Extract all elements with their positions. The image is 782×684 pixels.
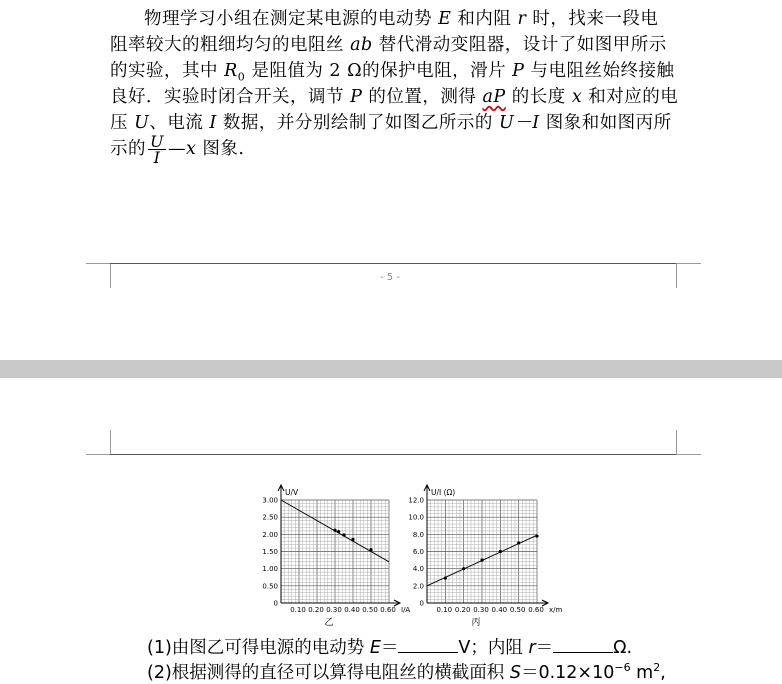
y-tick-label: 12.0: [408, 496, 424, 505]
x-tick-label: 0.40: [491, 606, 508, 614]
para-line-1: [144, 6, 658, 32]
var-R: R: [224, 61, 238, 81]
text: 压: [110, 113, 135, 133]
var-aP: aP: [482, 87, 506, 107]
text: ＝0.12×10: [520, 663, 615, 683]
text: 物理学习小组在测定某电源的电动势: [144, 9, 439, 29]
text: 图象.: [196, 139, 245, 159]
answer-blank-E[interactable]: [398, 636, 458, 653]
x-axis-label: I/A: [401, 606, 411, 614]
page-gap: [0, 360, 782, 378]
text: 替代滑动变阻器，设计了如图甲所示: [372, 35, 667, 55]
var-ab: ab: [350, 35, 373, 55]
text: ＝: [380, 638, 399, 658]
y-tick-label: 6.0: [412, 548, 424, 556]
var-E: E: [438, 9, 452, 29]
text: ＝: [535, 638, 554, 658]
header-corner-left: [86, 430, 111, 455]
var-x: x: [185, 139, 197, 159]
var-r: r: [517, 9, 527, 29]
text: 、电流: [149, 113, 210, 133]
text: 阻率较大的粗细均匀的电阻丝: [110, 35, 351, 55]
text: (1)由图乙可得电源的电动势: [147, 638, 370, 658]
text: 的实验，其中: [110, 61, 225, 81]
answer-blank-r[interactable]: [553, 636, 613, 653]
para-line-5: [110, 110, 672, 136]
y-tick-label: 2.00: [262, 530, 278, 539]
figure-caption: 乙: [324, 618, 334, 628]
page-number: - 5 -: [380, 272, 400, 283]
y-axis-label: U/I (Ω): [431, 488, 456, 497]
question-2: [147, 659, 666, 684]
denominator: I: [153, 148, 161, 167]
exponent: 2: [653, 661, 661, 675]
y-tick-label: 1.50: [262, 548, 278, 556]
footer-corner-left: [86, 263, 111, 288]
subscript: 0: [237, 70, 246, 84]
para-line-2: [110, 32, 667, 58]
text: 数据，并分别绘制了如图乙所示的: [216, 113, 499, 133]
y-tick-label: 10.0: [408, 513, 424, 522]
x-tick-label: 0.10: [436, 606, 453, 614]
x-tick-label: 0.30: [326, 606, 342, 614]
x-tick-label: 0.40: [344, 606, 360, 614]
para-line-6: [110, 134, 245, 165]
y-tick-label: 2.0: [412, 582, 424, 591]
text: 的长度: [505, 87, 572, 107]
x-tick-label: 0.10: [290, 606, 306, 614]
text: 是阻值为 2 Ω的保护电阻，滑片: [245, 61, 513, 81]
var-x: x: [571, 87, 583, 107]
y-tick-label: 1.00: [262, 565, 278, 574]
fraction-U-over-I: [148, 134, 166, 165]
text: 的位置，测得: [362, 87, 483, 107]
x-axis-label: x/m: [549, 606, 563, 614]
y-tick-label: 0: [273, 599, 278, 608]
var-P: P: [512, 61, 525, 81]
text: m: [630, 663, 654, 683]
text: Ω.: [613, 638, 633, 658]
y-tick-label: 2.50: [262, 513, 278, 522]
text: V；内阻: [458, 638, 529, 658]
var-E: E: [369, 638, 381, 658]
var-S: S: [509, 663, 521, 683]
var-r: r: [528, 638, 536, 658]
text: 和对应的电: [582, 87, 679, 107]
exponent: −6: [614, 661, 631, 675]
numerator: U: [150, 132, 164, 151]
y-tick-label: 8.0: [412, 530, 424, 539]
x-tick-label: 0.60: [528, 606, 544, 614]
x-tick-label: 0.60: [380, 606, 396, 614]
x-tick-label: 0.50: [362, 606, 378, 614]
y-tick-label: 3.00: [262, 496, 278, 505]
para-line-4: [110, 84, 678, 110]
question-1: [147, 634, 632, 659]
x-tick-label: 0.20: [454, 606, 471, 614]
x-tick-label: 0.50: [509, 606, 526, 614]
y-tick-label: 0.50: [262, 582, 278, 591]
figure-caption: 丙: [471, 618, 481, 628]
footer-corner-right: [676, 263, 701, 288]
var-I: I: [209, 113, 217, 133]
x-tick-label: 0.30: [473, 606, 489, 614]
text: 时，找来一段电: [526, 9, 659, 29]
x-tick-label: 0.20: [308, 606, 324, 614]
var-P: P: [350, 87, 363, 107]
text: 与电阻丝始终接触: [524, 61, 675, 81]
text: 良好．实验时闭合开关，调节: [110, 87, 351, 107]
text: 示的: [110, 139, 146, 159]
var-U: U: [134, 113, 150, 133]
y-tick-label: 4.0: [412, 565, 424, 574]
text: 和内阻: [451, 9, 518, 29]
var-UI: U－I: [498, 113, 540, 133]
text: 图象和如图丙所: [539, 113, 672, 133]
text: (2)根据测得的直径可以算得电阻丝的横截面积: [147, 663, 510, 683]
header-rule: [110, 454, 676, 455]
footer-rule: [110, 263, 676, 264]
text: ,: [660, 663, 666, 683]
text: —: [167, 139, 186, 159]
y-axis-label: U/V: [285, 488, 299, 497]
header-corner-right: [676, 430, 701, 455]
y-tick-label: 0: [419, 599, 424, 608]
